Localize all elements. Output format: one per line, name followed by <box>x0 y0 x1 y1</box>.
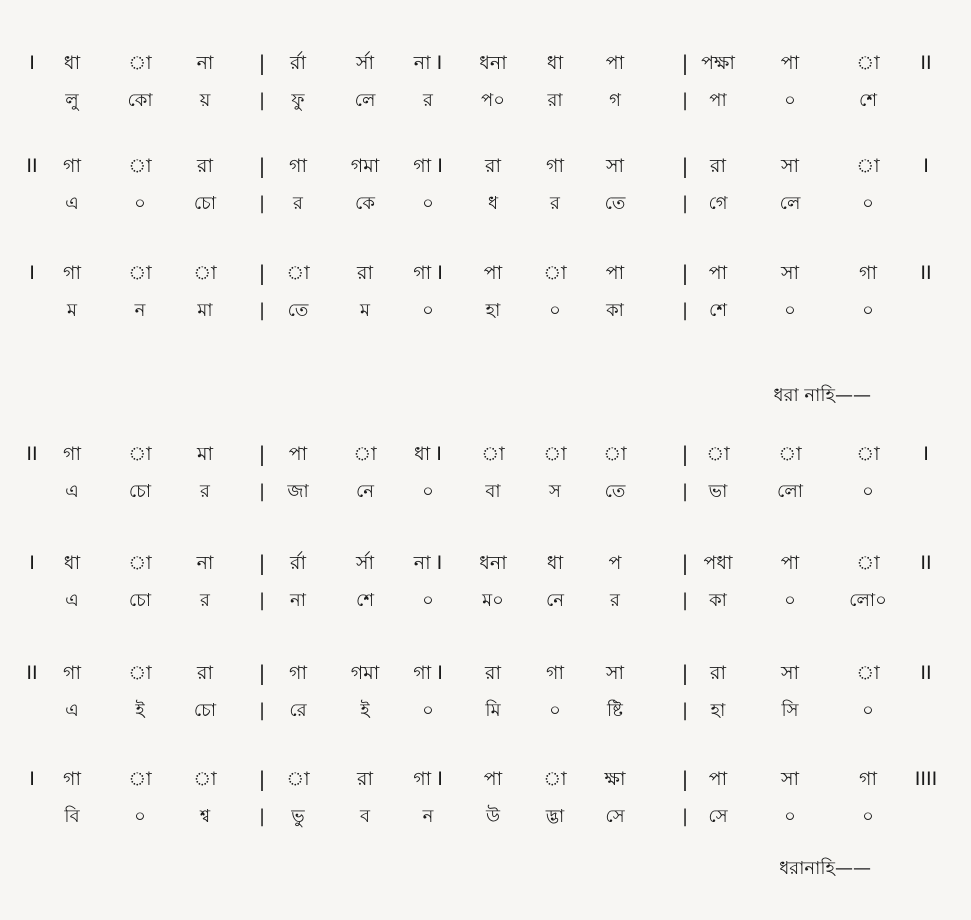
notation-cell: ধা <box>63 52 81 74</box>
lyric-cell: পা <box>709 90 727 111</box>
notation-cell: গমা <box>350 662 380 684</box>
bar-line: | <box>681 700 689 721</box>
bar-line: | <box>681 661 689 685</box>
notation-cell: I <box>29 262 35 284</box>
lyric-cell: ফু <box>291 90 305 111</box>
lyric-cell: র <box>293 193 303 214</box>
notation-cell: II <box>920 552 932 574</box>
lyric-cell: শে <box>356 590 374 611</box>
lyric-cell: স <box>549 481 561 502</box>
lyric-cell: চো <box>193 193 217 214</box>
bar-line: | <box>258 51 266 75</box>
notation-cell: পা <box>288 443 308 465</box>
lyric-cell: বি <box>64 806 80 827</box>
lyric-cell: তে <box>604 481 626 502</box>
lyric-cell: ন <box>134 300 146 321</box>
notation-cell: া <box>856 443 880 465</box>
notation-cell: IIII <box>914 768 938 790</box>
notation-cell: র্রা <box>290 52 306 74</box>
lyric-cell: এ <box>65 700 79 721</box>
lyric-cell: হা <box>710 700 726 721</box>
lyric-cell: ০ <box>422 300 434 321</box>
lyric-cell: ০ <box>862 700 874 721</box>
notation-cell: রা <box>197 155 213 177</box>
notation-cell: া <box>193 768 217 790</box>
lyric-cell: ম <box>67 300 77 321</box>
notation-cell: ধা <box>63 552 81 574</box>
lyric-cell: প০ <box>481 90 505 111</box>
lyric-cell: কে <box>355 193 375 214</box>
stanza-2 <box>0 155 971 235</box>
lyric-cell: ই <box>135 700 145 721</box>
lyric-cell: ০ <box>549 700 561 721</box>
notation-cell: া <box>286 262 310 284</box>
notation-cell: ধনা <box>479 552 507 574</box>
notation-cell: পা <box>483 262 503 284</box>
notation-cell: পধা <box>703 552 733 574</box>
bar-line: | <box>681 154 689 178</box>
notation-cell: পক্ষা <box>701 52 735 74</box>
bar-line: | <box>258 154 266 178</box>
notation-cell: সা <box>780 768 800 790</box>
lyric-cell: ধ <box>487 193 499 214</box>
notation-cell: া <box>856 155 880 177</box>
notation-cell: া <box>543 262 567 284</box>
bar-line: | <box>258 767 266 791</box>
lyric-cell: লে <box>354 90 376 111</box>
lyric-cell: শে <box>859 90 877 111</box>
lyric-cell: ০ <box>862 481 874 502</box>
lyric-cell: সি <box>781 700 799 721</box>
stanza-5 <box>0 552 971 632</box>
lyric-cell: ০ <box>862 300 874 321</box>
notation-cell: মা <box>196 443 214 465</box>
lyric-cell: বা <box>485 481 501 502</box>
bar-line: | <box>681 551 689 575</box>
notation-cell: গা <box>289 155 307 177</box>
lyric-cell: র <box>423 90 433 111</box>
lyric-cell: দ্ভা <box>545 806 565 827</box>
notation-cell: া <box>778 443 802 465</box>
notation-cell: I <box>923 155 929 177</box>
notation-cell: ক্ষা <box>604 768 626 790</box>
bar-line: | <box>258 261 266 285</box>
lyric-cell: ০ <box>422 481 434 502</box>
bar-line: | <box>681 261 689 285</box>
notation-cell: া <box>543 768 567 790</box>
notation-cell: গা <box>63 662 81 684</box>
notation-cell: পা <box>780 552 800 574</box>
notation-cell: রা <box>197 662 213 684</box>
bar-line: | <box>681 767 689 791</box>
notation-cell: গা <box>546 662 564 684</box>
lyric-cell: রা <box>547 90 563 111</box>
notation-cell: গা <box>63 443 81 465</box>
bar-line: | <box>681 90 689 111</box>
notation-cell: ধনা <box>479 52 507 74</box>
lyric-cell: এ <box>65 193 79 214</box>
lyric-cell: ব <box>359 806 371 827</box>
notation-cell: সা <box>780 662 800 684</box>
stanza-4 <box>0 443 971 523</box>
notation-cell: না I <box>413 552 443 574</box>
lyric-cell: ভু <box>291 806 305 827</box>
bar-line: | <box>258 442 266 466</box>
notation-cell: সা <box>780 262 800 284</box>
notation-cell: II <box>920 262 932 284</box>
lyric-cell: উ <box>485 806 501 827</box>
bar-line: | <box>258 590 266 611</box>
notation-cell: II <box>26 155 38 177</box>
lyric-cell: মি <box>485 700 501 721</box>
notation-cell: গা <box>546 155 564 177</box>
notation-cell: রা <box>357 768 373 790</box>
lyric-cell: ০ <box>134 193 146 214</box>
lyric-cell: তে <box>287 300 309 321</box>
lyric-cell: ০ <box>549 300 561 321</box>
lyric-cell: লো০ <box>849 590 887 611</box>
lyric-cell: কা <box>709 590 727 611</box>
notation-cell: গা <box>63 155 81 177</box>
notation-cell: া <box>706 443 730 465</box>
bar-line: | <box>258 700 266 721</box>
bar-line: | <box>258 661 266 685</box>
bar-line: | <box>258 300 266 321</box>
stanza-1 <box>0 52 971 132</box>
notation-cell: া <box>856 662 880 684</box>
refrain-2: ধরানাহি—— <box>779 858 871 879</box>
lyric-cell: র <box>200 590 210 611</box>
notation-cell: I <box>29 768 35 790</box>
notation-cell: পা <box>780 52 800 74</box>
lyric-cell: মা <box>197 300 213 321</box>
notation-cell: া <box>543 443 567 465</box>
lyric-cell: গ <box>609 90 621 111</box>
notation-cell: গা I <box>413 768 443 790</box>
notation-cell: গা I <box>413 662 443 684</box>
notation-cell: না I <box>413 52 443 74</box>
notation-cell: গা I <box>413 262 443 284</box>
notation-cell: া <box>353 443 377 465</box>
lyric-cell: ই <box>360 700 370 721</box>
bar-line: | <box>681 300 689 321</box>
lyric-cell: ০ <box>784 590 796 611</box>
lyric-cell: নে <box>355 481 375 502</box>
lyric-cell: র <box>200 481 210 502</box>
lyric-cell: ম০ <box>482 590 504 611</box>
notation-cell: গা <box>859 262 877 284</box>
notation-cell: I <box>29 552 35 574</box>
lyric-cell: তে <box>604 193 626 214</box>
lyric-cell: ০ <box>784 90 796 111</box>
notation-cell: র্সা <box>355 552 375 574</box>
notation-cell: গমা <box>350 155 380 177</box>
lyric-cell: রে <box>289 700 307 721</box>
bar-line: | <box>681 806 689 827</box>
lyric-cell: ম <box>360 300 370 321</box>
notation-cell: া <box>128 768 152 790</box>
notation-cell: পা <box>605 262 625 284</box>
lyric-cell: য় <box>199 90 211 111</box>
notation-cell: I <box>923 443 929 465</box>
lyric-cell: র <box>550 193 560 214</box>
notation-cell: II <box>920 52 932 74</box>
lyric-cell: ০ <box>134 806 146 827</box>
notation-cell: পা <box>483 768 503 790</box>
lyric-cell: ০ <box>422 193 434 214</box>
lyric-cell: ০ <box>862 193 874 214</box>
notation-cell: পা <box>708 768 728 790</box>
lyric-cell: ভা <box>708 481 728 502</box>
notation-cell: রা <box>485 662 501 684</box>
notation-cell: া <box>128 155 152 177</box>
notation-cell: না <box>196 552 214 574</box>
notation-cell: ধা <box>546 52 564 74</box>
lyric-cell: শ্ব <box>199 806 211 827</box>
bar-line: | <box>258 90 266 111</box>
lyric-cell: ০ <box>422 590 434 611</box>
notation-cell: II <box>26 443 38 465</box>
notation-cell: র্রা <box>290 552 306 574</box>
notation-cell: II <box>920 662 932 684</box>
notation-cell: া <box>128 662 152 684</box>
lyric-cell: ০ <box>784 300 796 321</box>
bar-line: | <box>681 590 689 611</box>
notation-cell: রা <box>710 662 726 684</box>
notation-cell: গা <box>859 768 877 790</box>
bar-line: | <box>681 442 689 466</box>
bar-line: | <box>258 806 266 827</box>
stanza-7 <box>0 768 971 848</box>
notation-cell: রা <box>710 155 726 177</box>
bar-line: | <box>681 481 689 502</box>
notation-cell: রা <box>357 262 373 284</box>
lyric-cell: শে <box>709 300 727 321</box>
notation-cell: I <box>29 52 35 74</box>
lyric-cell: জা <box>287 481 309 502</box>
notation-cell: া <box>128 262 152 284</box>
bar-line: | <box>681 193 689 214</box>
bar-line: | <box>681 51 689 75</box>
notation-cell: া <box>481 443 505 465</box>
notation-cell: সা <box>605 155 625 177</box>
notation-cell: ধা I <box>414 443 442 465</box>
lyric-cell: ন <box>422 806 434 827</box>
lyric-cell: র <box>610 590 620 611</box>
refrain-1: ধরা নাহি—— <box>773 385 871 406</box>
notation-cell: া <box>193 262 217 284</box>
notation-cell: া <box>286 768 310 790</box>
notation-cell: সা <box>780 155 800 177</box>
lyric-cell: লো <box>777 481 803 502</box>
lyric-cell: চো <box>128 590 152 611</box>
lyric-cell: এ <box>65 590 79 611</box>
bar-line: | <box>258 481 266 502</box>
lyric-cell: চো <box>128 481 152 502</box>
stanza-6 <box>0 662 971 742</box>
lyric-cell: কো <box>127 90 153 111</box>
notation-cell: গা I <box>413 155 443 177</box>
notation-cell: সা <box>605 662 625 684</box>
notation-cell: II <box>26 662 38 684</box>
lyric-cell: না <box>290 590 306 611</box>
lyric-cell: ০ <box>862 806 874 827</box>
notation-cell: গা <box>63 768 81 790</box>
lyric-cell: লে <box>779 193 801 214</box>
notation-cell: রা <box>485 155 501 177</box>
bar-line: | <box>258 193 266 214</box>
lyric-cell: নে <box>545 590 565 611</box>
lyric-cell: এ <box>65 481 79 502</box>
lyric-cell: সে <box>605 806 625 827</box>
lyric-cell: ষ্টি <box>607 700 623 721</box>
lyric-cell: ০ <box>422 700 434 721</box>
notation-cell: গা <box>63 262 81 284</box>
notation-cell: প <box>608 552 622 574</box>
notation-cell: র্সা <box>355 52 375 74</box>
notation-cell: া <box>856 52 880 74</box>
notation-cell: না <box>196 52 214 74</box>
notation-cell: া <box>603 443 627 465</box>
notation-cell: া <box>128 443 152 465</box>
lyric-cell: কা <box>606 300 624 321</box>
notation-cell: া <box>128 552 152 574</box>
stanza-3 <box>0 262 971 342</box>
notation-cell: পা <box>605 52 625 74</box>
lyric-cell: হা <box>485 300 501 321</box>
lyric-cell: সে <box>708 806 728 827</box>
bar-line: | <box>258 551 266 575</box>
lyric-cell: চো <box>193 700 217 721</box>
notation-cell: পা <box>708 262 728 284</box>
notation-cell: া <box>856 552 880 574</box>
lyric-cell: লু <box>65 90 79 111</box>
notation-cell: গা <box>289 662 307 684</box>
lyric-cell: গে <box>708 193 728 214</box>
notation-cell: া <box>128 52 152 74</box>
lyric-cell: ০ <box>784 806 796 827</box>
notation-cell: ধা <box>546 552 564 574</box>
